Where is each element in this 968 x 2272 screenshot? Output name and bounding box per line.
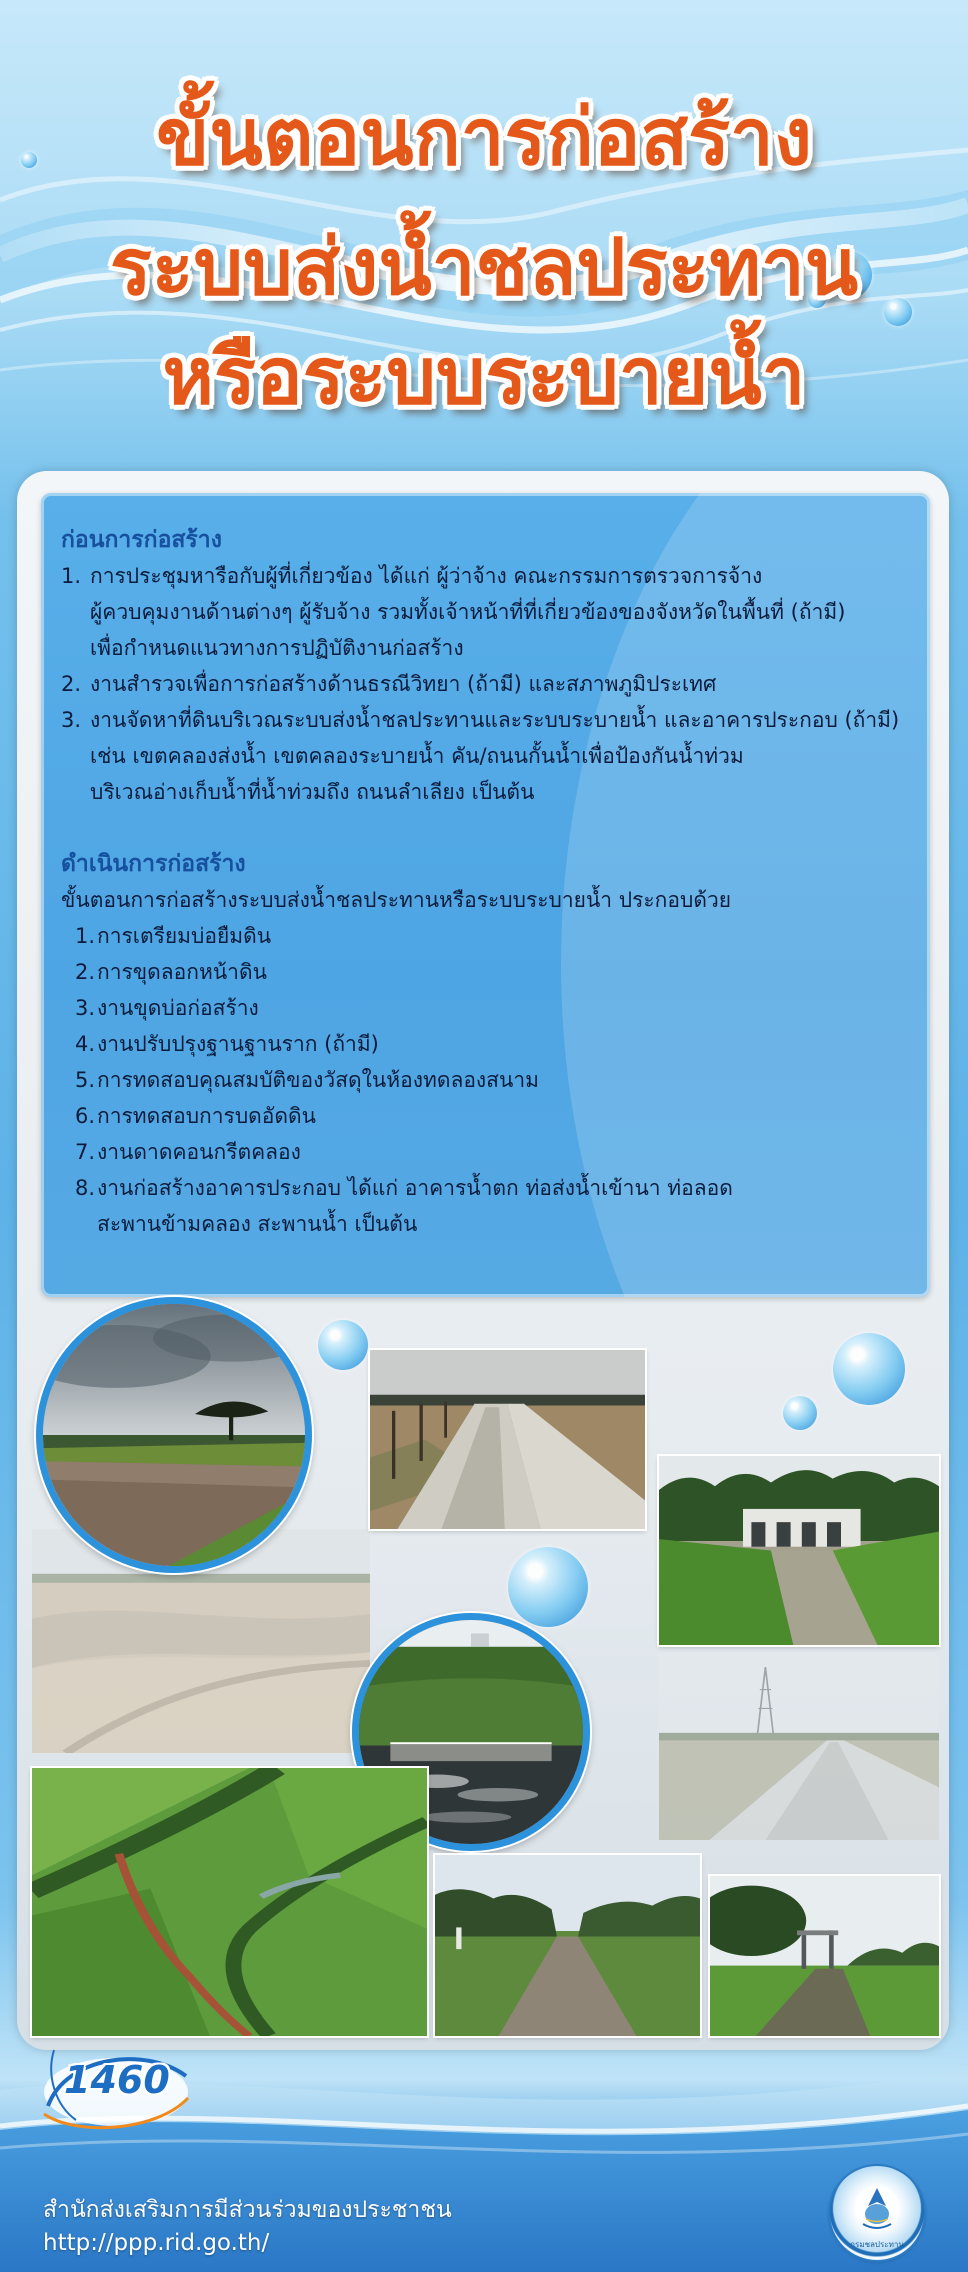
water-bubble-icon	[318, 1320, 368, 1370]
rid-seal-logo	[830, 2166, 924, 2260]
list-text	[90, 702, 899, 810]
list-line: การขุดลอกหน้าดิน	[97, 960, 267, 984]
list-line: บริเวณอ่างเก็บน้ำที่น้ำท่วมถึง ถนนลำเลียง เป็นต้น	[90, 780, 535, 804]
photo-water-gate	[659, 1456, 939, 1645]
list-line: เพื่อกำหนดแนวทางการปฏิบัติงานก่อสร้าง	[90, 636, 464, 660]
section-spacer	[61, 810, 919, 846]
list-line: การประชุมหารือกับผู้ที่เกี่ยวข้อง ได้แก่ ผู้ว่าจ้าง คณะกรรมการตรวจการจ้าง	[90, 564, 763, 588]
list-number: 2.	[75, 960, 96, 984]
steps-content	[61, 522, 919, 1242]
list-line: งานขุดบ่อก่อสร้าง	[97, 996, 259, 1020]
photo-aerial-rice-fields	[32, 1768, 427, 2036]
title-line-2: ระบบส่งน้ำชลประทาน	[109, 223, 859, 313]
water-bubble-icon	[508, 1547, 588, 1627]
water-bubble-icon	[783, 1396, 817, 1430]
during-construction-intro: ขั้นตอนการก่อสร้างระบบส่งน้ำชลประทานหรือระบบระบายน้ำ ประกอบด้วย	[61, 888, 732, 912]
list-line: งานปรับปรุงฐานฐานราก (ถ้ามี)	[97, 1032, 379, 1056]
list-number: 6.	[75, 1104, 96, 1128]
list-number: 1.	[61, 564, 82, 588]
list-item	[61, 666, 919, 702]
list-number: 1.	[75, 924, 96, 948]
list-line: ผู้ควบคุมงานด้านต่างๆ ผู้รับจ้าง รวมทั้งเจ้าหน้าที่ที่เกี่ยวข้องของจังหวัดในพื้นที่ (ถ้ามี)	[90, 600, 846, 624]
list-item	[61, 1062, 919, 1098]
list-line: งานจัดหาที่ดินบริเวณระบบส่งน้ำชลประทานและระบบระบายน้ำ และอาคารประกอบ (ถ้ามี)	[90, 708, 900, 732]
photo-canal-gate	[710, 1876, 939, 2036]
list-number: 3.	[75, 996, 96, 1020]
list-number: 4.	[75, 1032, 96, 1056]
list-line: งานก่อสร้างอาคารประกอบ ได้แก่ อาคารน้ำตก ท่อส่งน้ำเข้านา ท่อลอด	[97, 1176, 733, 1200]
title-line-3: หรือระบบระบายน้ำ	[162, 332, 806, 422]
footer-url: http://ppp.rid.go.th/	[43, 2230, 270, 2256]
list-line: งานดาดคอนกรีตคลอง	[97, 1140, 301, 1164]
list-line: การเตรียมบ่อยืมดิน	[97, 924, 272, 948]
list-item	[61, 954, 919, 990]
list-number: 2.	[61, 672, 82, 696]
list-text	[97, 1134, 301, 1170]
list-text	[90, 666, 716, 702]
before-construction-heading: ก่อนการก่อสร้าง	[61, 527, 222, 553]
list-item	[61, 918, 919, 954]
list-line: สะพานข้ามคลอง สะพานน้ำ เป็นต้น	[97, 1212, 418, 1236]
list-text	[97, 1098, 316, 1134]
list-text	[97, 1170, 733, 1242]
photo-concrete-canal	[370, 1350, 645, 1529]
list-text	[90, 558, 845, 666]
list-item	[61, 1098, 919, 1134]
list-line: เช่น เขตคลองส่งน้ำ เขตคลองระบายน้ำ คัน/ถนนกั้นน้ำเพื่อป้องกันน้ำท่วม	[90, 744, 744, 768]
footer-organization: สำนักส่งเสริมการมีส่วนร่วมของประชาชน	[43, 2197, 452, 2223]
during-construction-heading: ดำเนินการก่อสร้าง	[61, 851, 246, 877]
photo-straight-canal	[435, 1855, 700, 2036]
list-text	[97, 1062, 539, 1098]
list-line: งานสำรวจเพื่อการก่อสร้างด้านธรณีวิทยา (ถ้ามี) และสภาพภูมิประเทศ	[90, 672, 717, 696]
title-line-1: ขั้นตอนการก่อสร้าง	[156, 93, 812, 183]
hotline-number: 1460	[64, 2058, 170, 2102]
list-text	[97, 918, 271, 954]
list-item	[61, 1170, 919, 1242]
list-number: 7.	[75, 1140, 96, 1164]
list-item	[61, 702, 919, 810]
list-number: 8.	[75, 1176, 96, 1200]
seal-text: กรมชลประทาน	[850, 2240, 904, 2249]
list-item	[61, 1134, 919, 1170]
photo-canal-with-tree	[36, 1297, 312, 1573]
list-item	[61, 990, 919, 1026]
water-bubble-icon	[833, 1333, 905, 1405]
photo-lined-canal-faded	[659, 1652, 939, 1840]
list-text	[97, 954, 267, 990]
list-line: การทดสอบคุณสมบัติของวัสดุในห้องทดลองสนาม	[97, 1068, 539, 1092]
list-text	[97, 1026, 379, 1062]
list-item	[61, 1026, 919, 1062]
list-item	[61, 558, 919, 666]
list-text	[97, 990, 259, 1026]
hotline-1460-logo	[36, 2036, 196, 2140]
list-number: 5.	[75, 1068, 96, 1092]
list-line: การทดสอบการบดอัดดิน	[97, 1104, 317, 1128]
list-number: 3.	[61, 708, 82, 732]
